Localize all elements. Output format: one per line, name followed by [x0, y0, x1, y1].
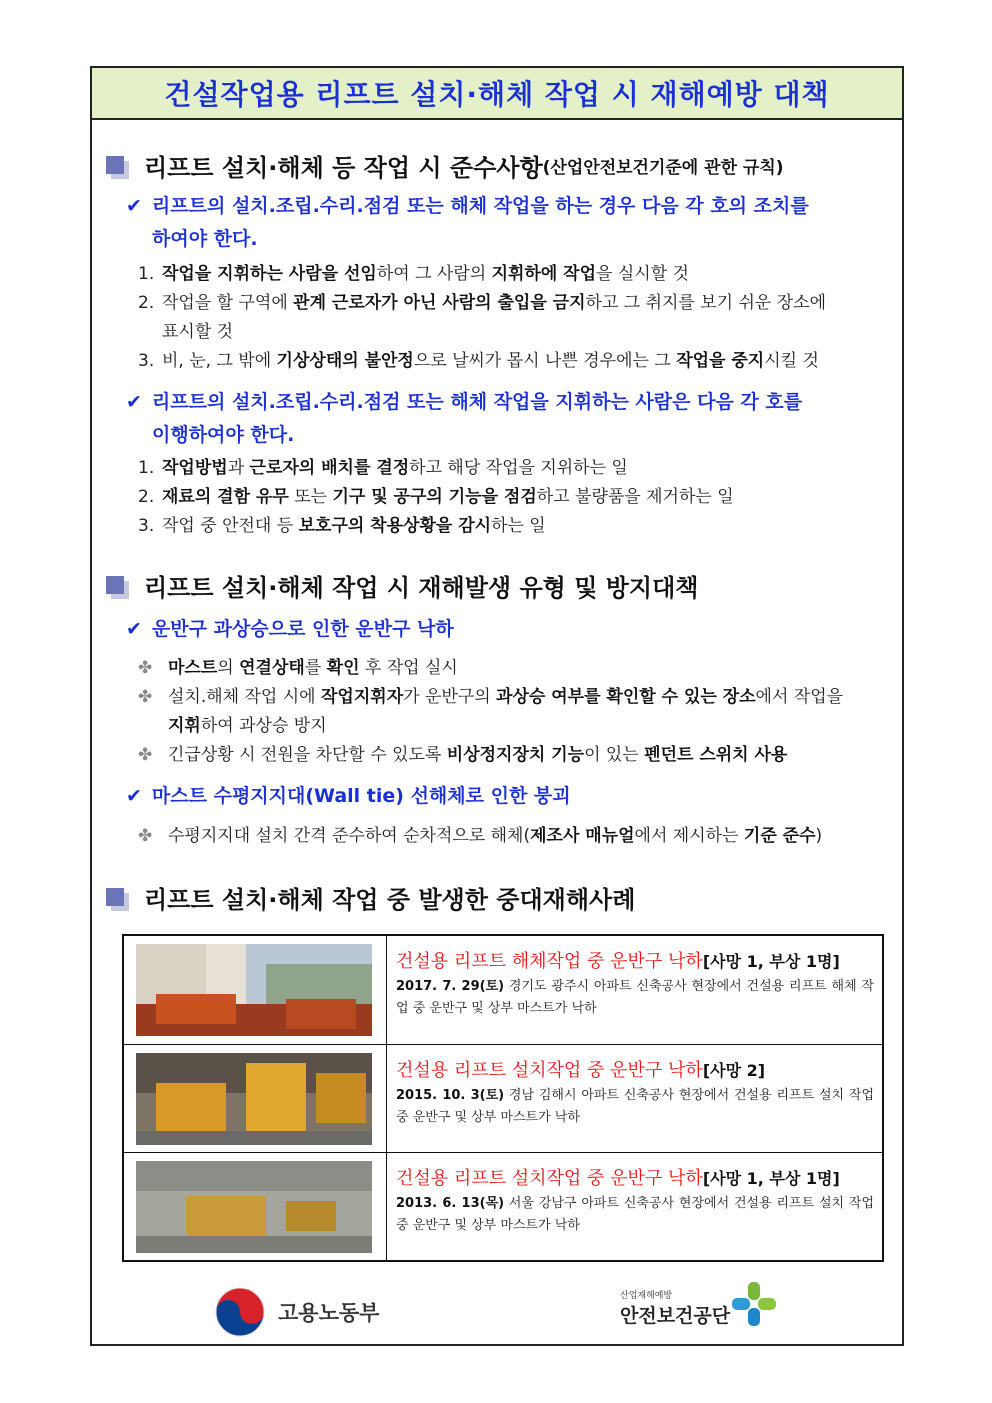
- case-description: 2013. 6. 13(목) 서울 강남구 아파트 신축공사 현장에서 건설용 리프트 설치 작업 중 운반구 및 상부 마스트가 낙하: [396, 1196, 875, 1233]
- table-row: [124, 1152, 882, 1261]
- checkmark-icon: ✔: [126, 785, 142, 807]
- case-photo-cell: [124, 1045, 387, 1153]
- section1-heading: 리프트 설치·해체 등 작업 시 준수사항 (산업안전보건기준에 관한 규칙): [106, 148, 784, 183]
- case-text: [396, 1057, 874, 1129]
- square-bullet-icon: [106, 576, 126, 596]
- case-photo: [136, 1053, 372, 1145]
- case-description: 2015. 10. 3(토) 경남 김해시 아파트 신축공사 현장에서 건설용 리프트 설치 작업 중 운반구 및 상부 마스트가 낙하: [396, 1088, 875, 1125]
- list-item: ✤ 설치.해체 작업 시에 작업지휘자가 운반구의 과상승 여부를 확인할 수 있는 장소에서 작업을 지휘하여 과상승 방지: [138, 683, 898, 741]
- checkmark-icon: ✔: [126, 391, 142, 413]
- leaf-bullet-icon: ✤: [138, 826, 153, 846]
- case-description: 2017. 7. 29(토) 경기도 광주시 아파트 신축공사 현장에서 건설용 리프트 해체 작업 중 운반구 및 상부 마스트가 낙하: [396, 979, 875, 1016]
- document-frame: [90, 66, 904, 1346]
- case-photo: [136, 944, 372, 1036]
- list-item: 1. 작업을 지휘하는 사람을 선임하여 그 사람의 지휘하에 작업을 실시할 것: [138, 264, 689, 284]
- case-photo-cell: [124, 936, 387, 1044]
- list-item: ✤ 긴급상황 시 전원을 차단할 수 있도록 비상정지장치 기능이 있는 펜던트 스위치 사용: [138, 741, 898, 770]
- list-item: 3. 비, 눈, 그 밖에 기상상태의 불안정으로 날씨가 몹시 나쁜 경우에는 그 작업을 중지시킬 것: [138, 351, 819, 371]
- cross-leaf-icon: [732, 1282, 776, 1326]
- square-bullet-icon: [106, 156, 126, 176]
- table-row: [124, 936, 882, 1044]
- section3-heading: 리프트 설치·해체 작업 중 발생한 중대재해사례: [106, 880, 635, 915]
- list-item: ✤ 마스트의 연결상태를 확인 후 작업 실시: [138, 654, 898, 683]
- case-photo-cell: [124, 1153, 387, 1261]
- list-item: ✤ 수평지지대 설치 간격 준수하여 순차적으로 해체(제조사 매뉴얼에서 제시하는 기준 준수): [138, 822, 898, 851]
- section1-check1: ✔ 리프트의 설치.조립.수리.점검 또는 해체 작업을 하는 경우 다음 각 호의 조치를 하여야 한다.: [126, 195, 809, 250]
- list-item: 3. 작업 중 안전대 등 보호구의 착용상황을 감시하는 일: [138, 516, 546, 536]
- taegeuk-icon: [214, 1286, 266, 1338]
- section2-check2: ✔ 마스트 수평지지대(Wall tie) 선해체로 인한 붕괴: [126, 785, 571, 807]
- leaf-bullet-icon: ✤: [138, 687, 153, 707]
- list-item: 2. 재료의 결함 유무 또는 기구 및 공구의 기능을 점검하고 불량품을 제거하는 일: [138, 487, 734, 507]
- table-row: [124, 1044, 882, 1153]
- ministry-logo: 고용노동부: [214, 1286, 379, 1338]
- case-photo: [136, 1161, 372, 1253]
- case-table: [122, 934, 884, 1262]
- checkmark-icon: ✔: [126, 618, 142, 640]
- case-title: 건설용 리프트 설치작업 중 운반구 낙하[사망 1, 부상 1명]: [396, 1168, 840, 1189]
- leaf-bullet-icon: ✤: [138, 745, 153, 765]
- page-title: 건설작업용 리프트 설치·해체 작업 시 재해예방 대책: [164, 78, 830, 111]
- case-title: 건설용 리프트 설치작업 중 운반구 낙하[사망 2]: [396, 1060, 766, 1081]
- square-bullet-icon: [106, 888, 126, 908]
- title-bar: [92, 68, 902, 120]
- section1-check2: ✔ 리프트의 설치.조립.수리.점검 또는 해체 작업을 지휘하는 사람은 다음 각 호를 이행하여야 한다.: [126, 391, 803, 446]
- section2-check1: ✔ 운반구 과상승으로 인한 운반구 낙하: [126, 618, 454, 640]
- leaf-bullet-icon: ✤: [138, 658, 153, 678]
- agency-logo: 산업재해예방 안전보건공단: [620, 1291, 731, 1327]
- section2-heading: 리프트 설치·해체 작업 시 재해발생 유형 및 방지대책: [106, 568, 698, 603]
- case-title: 건설용 리프트 해체작업 중 운반구 낙하[사망 1, 부상 1명]: [396, 951, 840, 972]
- checkmark-icon: ✔: [126, 195, 142, 217]
- case-text: [396, 948, 874, 1020]
- list-item: 2. 작업을 할 구역에 관계 근로자가 아닌 사람의 출입을 금지하고 그 취지를 보기 쉬운 장소에 표시할 것: [138, 293, 827, 342]
- list-item: 1. 작업방법과 근로자의 배치를 결정하고 해당 작업을 지위하는 일: [138, 458, 628, 478]
- case-text: [396, 1165, 874, 1237]
